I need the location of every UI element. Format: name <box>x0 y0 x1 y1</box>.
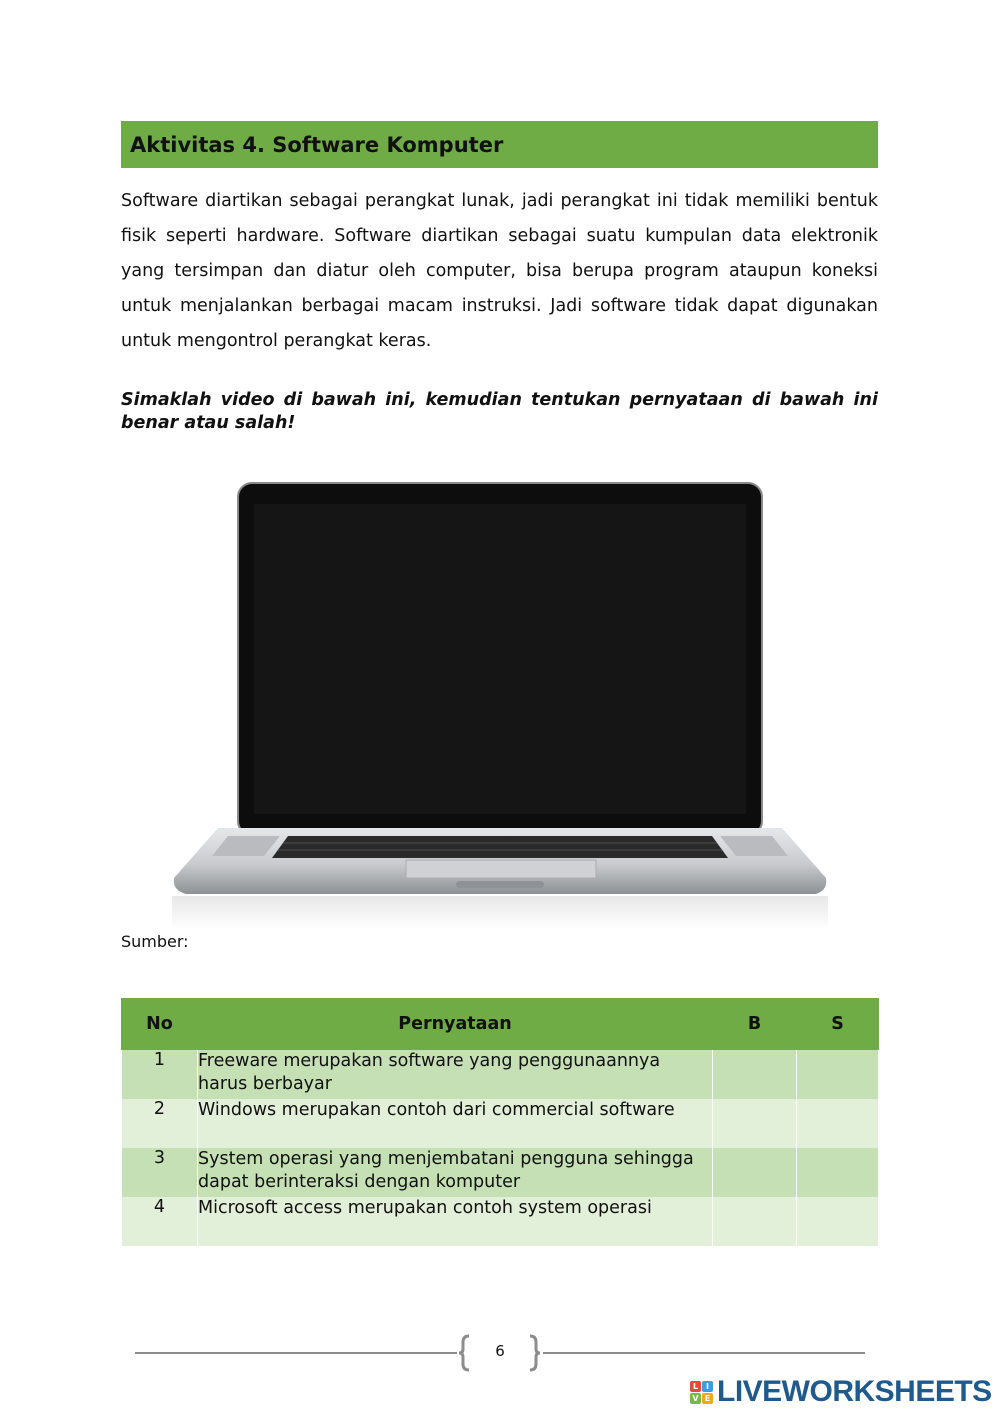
table-row <box>122 1050 879 1100</box>
answer-false-cell[interactable] <box>797 1148 879 1197</box>
logo-letter: V <box>690 1393 701 1404</box>
answer-true-cell[interactable] <box>713 1197 797 1246</box>
left-bracket-icon <box>458 1334 472 1372</box>
laptop-reflection <box>172 896 828 930</box>
column-no: No <box>122 999 198 1050</box>
answer-false-cell[interactable] <box>797 1099 879 1148</box>
column-statement: Pernyataan <box>198 999 713 1050</box>
footer-divider-left <box>135 1352 457 1354</box>
liveworksheets-logo[interactable] <box>690 1374 992 1410</box>
right-bracket-icon <box>527 1334 541 1372</box>
laptop-video[interactable] <box>168 480 832 932</box>
table-row <box>122 1148 879 1197</box>
intro-paragraph: Software diartikan sebagai perangkat lunak, jadi perangkat ini tidak memiliki bentuk fisik seperti hardware. Software diartikan sebagai suatu kumpulan data elektronik yang tersimpan dan diatur oleh computer, bisa berupa program ataupun koneksi untuk menjalankan berbagai macam instruksi. Jadi software tidak dapat digunakan untuk mengontrol perangkat keras. <box>121 191 878 351</box>
answer-false-cell[interactable] <box>797 1050 879 1100</box>
row-number: 1 <box>122 1050 198 1100</box>
liveworksheets-icon <box>690 1381 713 1404</box>
liveworksheets-wordmark: LIVEWORKSHEETS <box>717 1375 992 1408</box>
statement-text: Windows merupakan contoh dari commercial software <box>198 1099 713 1148</box>
statement-text: System operasi yang menjembatani pengguna sehingga dapat berinteraksi dengan komputer <box>198 1148 713 1197</box>
row-number: 3 <box>122 1148 198 1197</box>
laptop-keyboard <box>272 836 728 858</box>
laptop-screen <box>254 504 746 814</box>
logo-letter: I <box>702 1381 713 1392</box>
column-true: B <box>713 999 797 1050</box>
instruction-text: Simaklah video di bawah ini, kemudian tentukan pernyataan di bawah ini benar atau salah! <box>121 390 878 433</box>
laptop-trackpad <box>406 860 596 878</box>
row-number: 2 <box>122 1099 198 1148</box>
table-row <box>122 1197 879 1246</box>
statement-text: Freeware merupakan software yang penggunaannya harus berbayar <box>198 1050 713 1100</box>
activity-header <box>121 121 878 168</box>
answer-true-cell[interactable] <box>713 1099 797 1148</box>
page-number: 6 <box>495 1342 505 1360</box>
answer-true-cell[interactable] <box>713 1148 797 1197</box>
statement-table <box>121 998 879 1246</box>
row-number: 4 <box>122 1197 198 1246</box>
activity-title: Aktivitas 4. Software Komputer <box>130 132 504 157</box>
column-false: S <box>797 999 879 1050</box>
answer-false-cell[interactable] <box>797 1197 879 1246</box>
logo-letter: E <box>702 1393 713 1404</box>
laptop-notch <box>456 881 544 888</box>
source-label: Sumber: <box>121 932 189 951</box>
table-header-row <box>122 999 879 1050</box>
answer-true-cell[interactable] <box>713 1050 797 1100</box>
logo-letter: L <box>690 1381 701 1392</box>
footer-divider-right <box>543 1352 865 1354</box>
statement-text: Microsoft access merupakan contoh system operasi <box>198 1197 713 1246</box>
table-row <box>122 1099 879 1148</box>
